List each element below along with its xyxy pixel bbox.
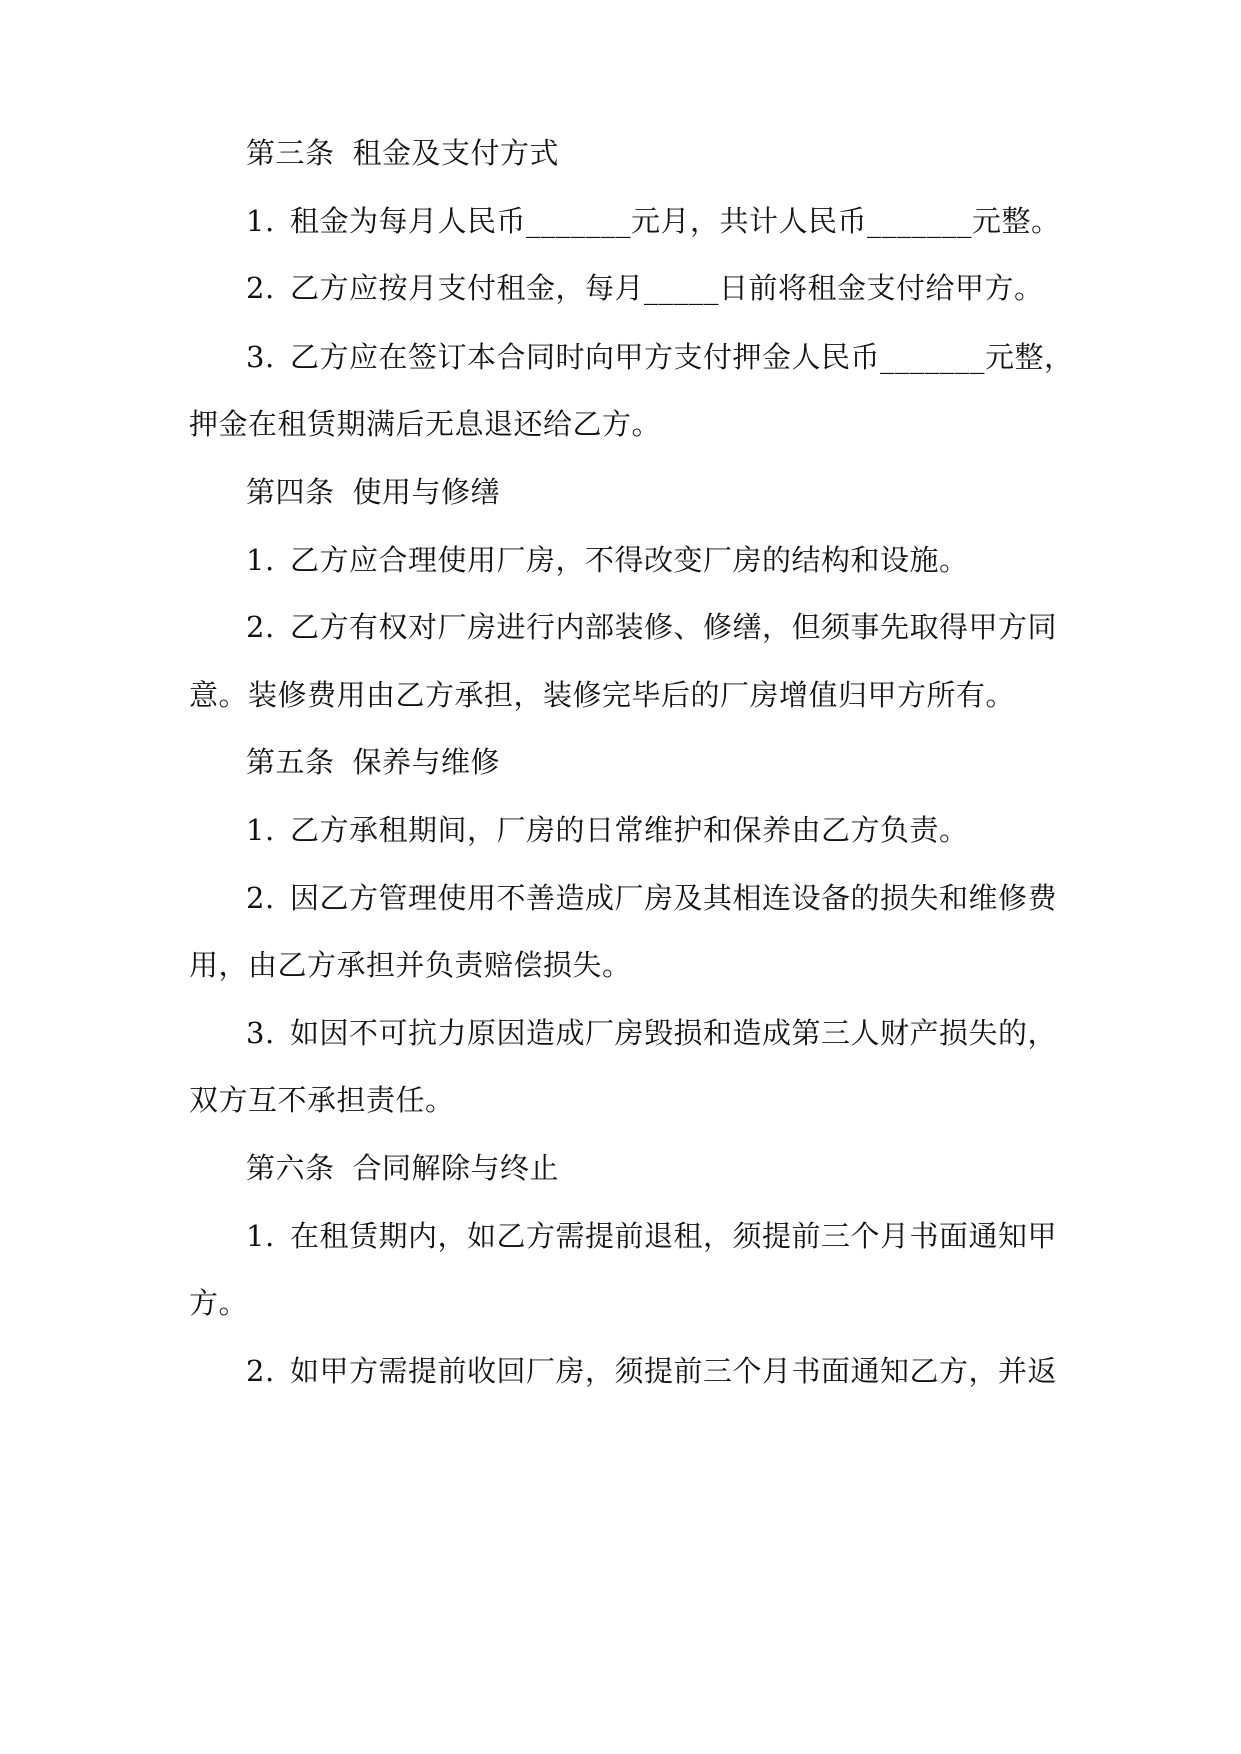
clause-text: 如甲方需提前收回厂房，须提前三个月书面通知乙方，并返 <box>290 1354 1058 1388</box>
clause-number: 1. <box>246 813 275 847</box>
clause-text: 方。 <box>189 1286 249 1320</box>
clause-continuation <box>0 675 1241 715</box>
clause-text: 意。装修费用由乙方承担，装修完毕后的厂房增值归甲方所有。 <box>189 678 1016 712</box>
clause-line <box>0 540 1241 580</box>
clause-number: 1. <box>246 1219 275 1253</box>
clause-line <box>0 878 1241 918</box>
clause-text: 双方互不承担责任。 <box>189 1083 455 1117</box>
clause-text: 在租赁期内，如乙方需提前退租，须提前三个月书面通知甲 <box>290 1219 1058 1253</box>
clause-continuation <box>0 404 1241 444</box>
clause-number: 1. <box>246 204 275 238</box>
clause-text: 押金在租赁期满后无息退还给乙方。 <box>189 407 662 441</box>
clause-line <box>0 1216 1241 1256</box>
clause-line <box>0 607 1241 647</box>
section-title: 保养与维修 <box>352 745 501 779</box>
clause-line <box>0 201 1241 241</box>
clause-number: 2. <box>246 610 275 644</box>
section-heading <box>0 133 1241 173</box>
clause-continuation <box>0 1080 1241 1120</box>
section-heading <box>0 472 1241 512</box>
section-heading <box>0 1148 1241 1188</box>
clause-text: 乙方应按月支付租金，每月_____日前将租金支付给甲方。 <box>290 271 1044 305</box>
clause-number: 3. <box>246 340 275 374</box>
section-heading <box>0 742 1241 782</box>
clause-line <box>0 1013 1241 1053</box>
clause-text: 乙方有权对厂房进行内部装修、修缮，但须事先取得甲方同 <box>290 610 1058 644</box>
clause-text: 乙方应在签订本合同时向甲方支付押金人民币_______元整， <box>290 340 1074 374</box>
clause-line <box>0 810 1241 850</box>
clause-text: 乙方承租期间，厂房的日常维护和保养由乙方负责。 <box>290 813 969 847</box>
clause-number: 2. <box>246 881 275 915</box>
section-number: 第六条 <box>246 1151 335 1185</box>
clause-text: 乙方应合理使用厂房，不得改变厂房的结构和设施。 <box>290 543 969 577</box>
clause-text: 租金为每月人民币_______元月，共计人民币_______元整。 <box>290 204 1061 238</box>
clause-continuation <box>0 1283 1241 1323</box>
clause-number: 1. <box>246 543 275 577</box>
section-number: 第四条 <box>246 475 335 509</box>
clause-number: 2. <box>246 271 275 305</box>
clause-text: 用，由乙方承担并负责赔偿损失。 <box>189 948 632 982</box>
clause-text: 因乙方管理使用不善造成厂房及其相连设备的损失和维修费 <box>290 881 1058 915</box>
clause-text: 如因不可抗力原因造成厂房毁损和造成第三人财产损失的， <box>290 1016 1058 1050</box>
clause-number: 3. <box>246 1016 275 1050</box>
section-title: 使用与修缮 <box>352 475 501 509</box>
clause-continuation <box>0 945 1241 985</box>
clause-line <box>0 1351 1241 1391</box>
section-number: 第五条 <box>246 745 335 779</box>
section-title: 合同解除与终止 <box>352 1151 560 1185</box>
section-title: 租金及支付方式 <box>352 136 560 170</box>
clause-number: 2. <box>246 1354 275 1388</box>
section-number: 第三条 <box>246 136 335 170</box>
clause-line <box>0 268 1241 308</box>
clause-line <box>0 337 1241 377</box>
